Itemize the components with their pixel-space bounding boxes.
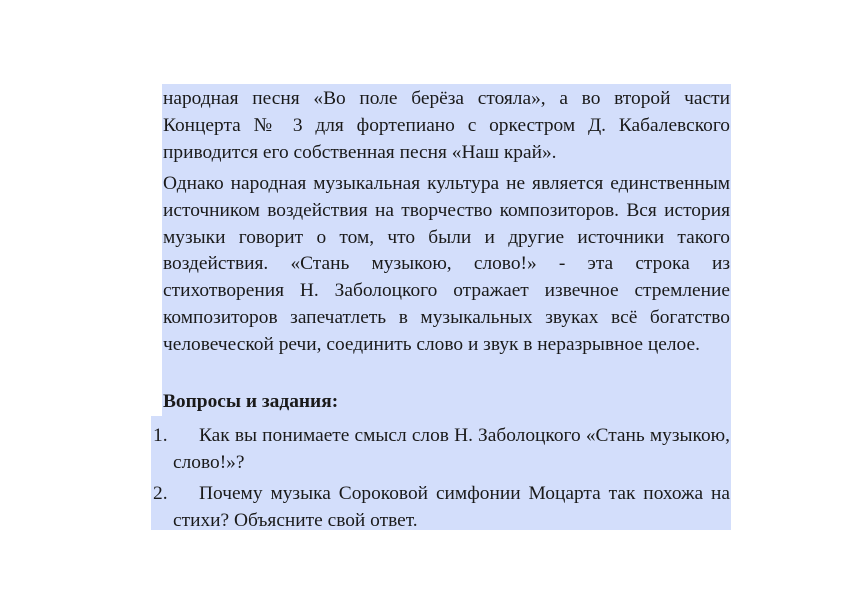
question-text: Как вы понимаете смысл слов Н. Заболоцкого «Стань музыкою, слово!»?: [173, 425, 730, 473]
questions-heading: Вопросы и задания:: [163, 391, 339, 412]
paragraph-1: народная песня «Во поле берёза стояла», а во второй части Концерта № 3 для фортепиано с оркестром Д. Кабалевского приводится его собственная песня «Наш край».: [163, 88, 730, 163]
question-item-2: [153, 481, 730, 535]
paragraph-2: Однако народная музыкальная культура не является единственным источником воздействия на творчество композиторов. Вся история музыки говорит о том, что были и другие источники такого воздействия. «Стань музыкою, слово!» - эта строка из стихотворения Н. Заболоцкого отражает извечное стремление композиторов запечатлеть в музыкальных звуках всё богатство человеческой речи, соединить слово и звук в неразрывное целое.: [163, 173, 730, 355]
question-number: 1.: [153, 425, 168, 446]
question-item-1: [153, 423, 730, 477]
question-text: Почему музыка Сороковой симфонии Моцарта так похожа на стихи? Объясните свой ответ.: [173, 483, 730, 531]
question-number: 2.: [153, 483, 168, 504]
